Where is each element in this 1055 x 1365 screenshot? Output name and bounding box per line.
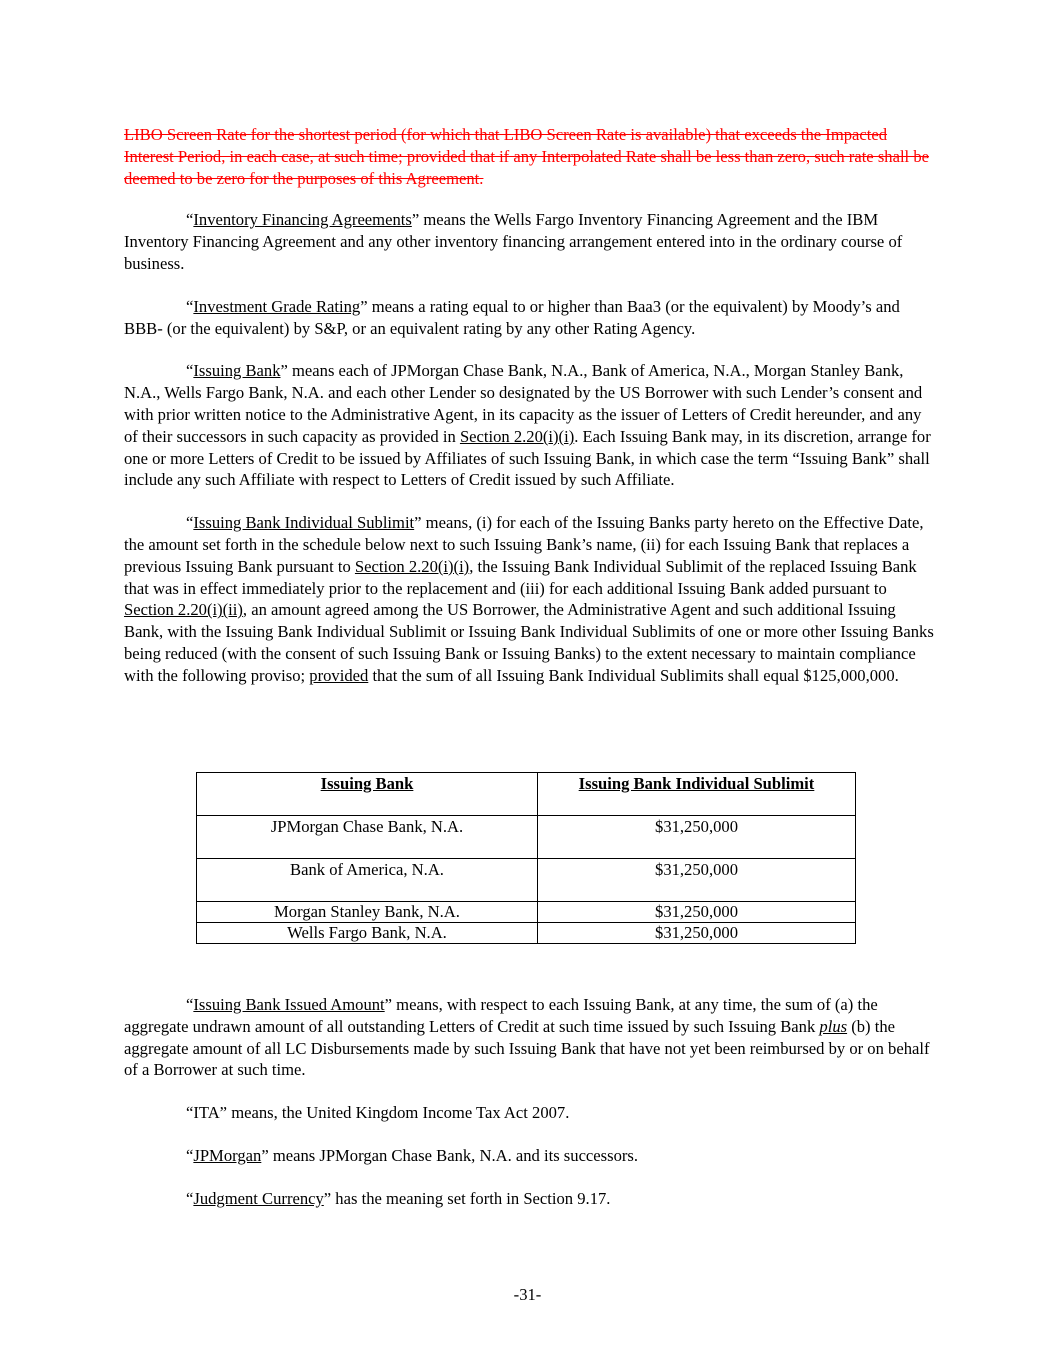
table-cell: $31,250,000 [538,816,856,859]
def-issuing-bank: “Issuing Bank” means each of JPMorgan Chase Bank, N.A., Bank of America, N.A., Morgan Stanley Bank, N.A., Wells Fargo Bank, N.A. and each other Lender so designated by the US Borrower with such Lender’s consent and with prior written notice to the Administrative Agent, in its capacity as the issuer of Letters of Credit hereunder, and any of their successors in such capacity as provided in Section 2.20(i)(i). Each Issuing Bank may, in its discretion, arrange for one or more Letters of Credit to be issued by Affiliates of such Issuing Bank, in which case the term “Issuing Bank” shall include any such Affiliate with respect to Letters of Credit issued by such Affiliate. [124,361,931,490]
section-reference: Section 2.20(i)(i) [354,556,470,576]
page-number: -31- [513,1285,542,1304]
table-cell: JPMorgan Chase Bank, N.A. [197,816,538,859]
def-issuing-bank-individual-sublimit: “Issuing Bank Individual Sublimit” means, (i) for each of the Issuing Banks party hereto on the Effective Date, the amount set forth in the schedule below next to such Issuing Bank’s name, (ii) for each Issuing Bank that replaces a previous Issuing Bank pursuant to Section 2.20(i)(i), the Issuing Bank Individual Sublimit of the replaced Issuing Bank that was in effect immediately prior to the replacement and (iii) for each additional Issuing Bank added pursuant to Section 2.20(i)(ii), an amount agreed among the US Borrower, the Administrative Agent and such additional Issuing Bank, with the Issuing Bank Individual Sublimit or Issuing Bank Individual Sublimits of one or more other Issuing Banks being reduced (with the consent of such Issuing Bank or Issuing Banks) to the extent necessary to maintain compliance with the following proviso; provided that the sum of all Issuing Bank Individual Sublimits shall equal $125,000,000. [124,513,934,685]
table-row [197,859,856,902]
table-header-cell: Issuing Bank Individual Sublimit [538,773,856,816]
def-judgment-currency: “Judgment Currency” has the meaning set forth in Section 9.17. [186,1188,611,1208]
defined-term: Issuing Bank [193,361,281,381]
table-row [197,902,856,923]
def-inventory-financing-agreements: “Inventory Financing Agreements” means the Wells Fargo Inventory Financing Agreement and the IBM Inventory Financing Agreement and any other inventory financing arrangement entered into in the ordinary course of business. [124,210,903,273]
defined-term: Issuing Bank Individual Sublimit [193,513,415,533]
defined-term: Investment Grade Rating [193,296,361,316]
defined-term: Inventory Financing Agreements [193,210,412,230]
section-reference: Section 2.20(i)(ii) [124,600,243,620]
proviso-term: provided [309,665,369,685]
table-cell: Wells Fargo Bank, N.A. [197,923,538,944]
def-investment-grade-rating: “Investment Grade Rating” means a rating equal to or higher than Baa3 (or the equivalent) by Moody’s and BBB- (or the equivalent) by S&P, or an equivalent rating by any other Rating Agency. [124,296,900,338]
def-jpmorgan: “JPMorgan” means JPMorgan Chase Bank, N.A. and its successors. [186,1145,639,1165]
table-header-row [197,773,856,816]
defined-term: Issuing Bank Issued Amount [193,995,385,1014]
deleted-text: LIBO Screen Rate for the shortest period (for which that LIBO Screen Rate is available) that exceeds the Impacted Interest Period, in each case, at such time; provided that if any Interpolated Rate shall be less than zero, such rate shall be deemed to be zero for the purposes of this Agreement. [124,125,929,188]
section-reference: Section 2.20(i)(i) [459,426,575,446]
table-cell: $31,250,000 [538,859,856,902]
table-cell: Bank of America, N.A. [197,859,538,902]
document-page [124,124,934,1208]
table-cell: $31,250,000 [538,902,856,923]
definitions-after-table [124,994,934,1231]
table-row [197,923,856,944]
defined-term: Judgment Currency [193,1188,324,1208]
table-cell: $31,250,000 [538,923,856,944]
table-header-cell: Issuing Bank [197,773,538,816]
table-cell: Morgan Stanley Bank, N.A. [197,902,538,923]
emphasis-plus: plus [819,1016,848,1036]
def-issuing-bank-issued-amount: “Issuing Bank Issued Amount” means, with respect to each Issuing Bank, at any time, the sum of (a) the aggregate undrawn amount of all outstanding Letters of Credit at such time issued by such Issuing Bank plus (b) the aggregate amount of all LC Disbursements made by such Issuing Bank that have not yet been reimbursed by or on behalf of a Borrower at such time. [124,995,930,1080]
def-ita: “ITA” means, the United Kingdom Income Tax Act 2007. [186,1103,570,1123]
table-row [197,816,856,859]
issuing-bank-sublimit-table [196,772,856,944]
defined-term: JPMorgan [193,1145,262,1165]
